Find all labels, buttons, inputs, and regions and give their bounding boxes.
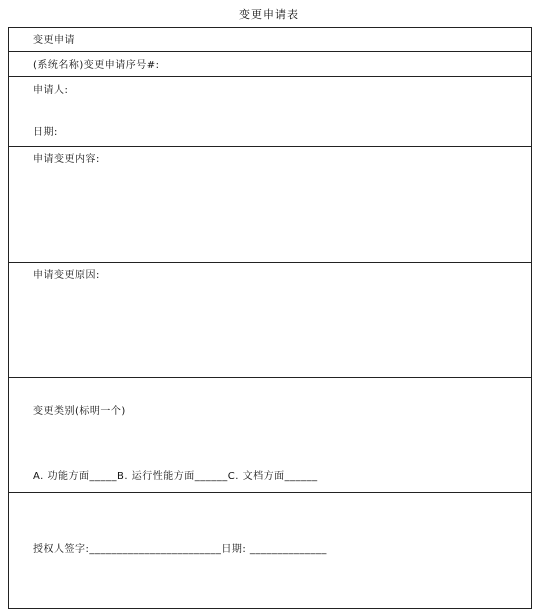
header-label: 变更申请 xyxy=(33,35,75,46)
change-request-form xyxy=(8,27,532,609)
content-label: 申请变更内容: xyxy=(33,154,100,165)
content-row xyxy=(9,147,531,263)
header-row xyxy=(9,28,531,52)
serial-row xyxy=(9,52,531,77)
form-title: 变更申请表 xyxy=(239,8,299,21)
category-options: A. 功能方面_____B. 运行性能方面______C. 文档方面______ xyxy=(33,471,318,482)
signature-label: 授权人签字:________________________日期: ______________ xyxy=(33,544,327,555)
serial-label: (系统名称)变更申请序号#: xyxy=(33,60,160,71)
reason-label: 申请变更原因: xyxy=(33,270,100,281)
signature-row xyxy=(9,493,531,610)
applicant-label: 申请人: xyxy=(33,85,69,96)
reason-row xyxy=(9,263,531,378)
applicant-row xyxy=(9,77,531,147)
category-label: 变更类别(标明一个) xyxy=(33,406,126,417)
applicant-date-label: 日期: xyxy=(33,127,58,138)
category-row xyxy=(9,378,531,493)
